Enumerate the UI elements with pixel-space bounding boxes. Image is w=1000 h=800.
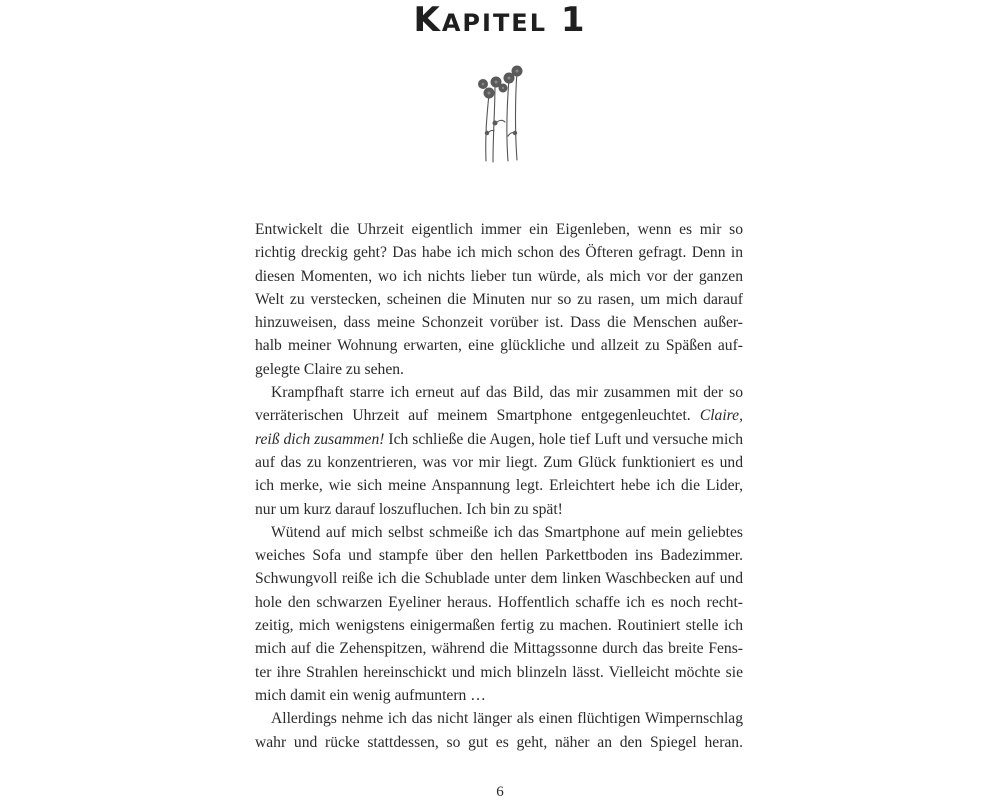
- text-segment: Ich schließe die Augen, hole tief Luft und versuche mich: [388, 430, 743, 448]
- flower-bouquet-icon: [465, 64, 535, 164]
- text-line: Schwungvoll reiße ich die Schublade unter dem linken Waschbecken auf und: [255, 570, 743, 588]
- body-text: [255, 218, 743, 754]
- text-segment: verräterischen Uhrzeit auf meinem Smartphone entgegenleuchtet.: [255, 407, 691, 425]
- text-line: hinzuweisen, dass meine Schonzeit vorüber ist. Dass die Menschen außer-: [255, 314, 743, 332]
- text-line: ich merke, wie sich meine Anspannung legt. Erleichtert hebe ich die Lider,: [255, 477, 743, 495]
- text-line: ter ihre Strahlen hereinschickt und mich blinzeln lässt. Vielleicht möchte sie: [255, 663, 743, 681]
- paragraph-4: [255, 707, 743, 754]
- text-line: zeitig, mich wenigstens einigermaßen fertig zu machen. Routiniert stelle ich: [255, 617, 743, 635]
- text-line: auf das zu konzentrieren, was vor mir liegt. Zum Glück funktioniert es und: [255, 453, 743, 471]
- text-line: [255, 428, 743, 451]
- text-line: halb meiner Wohnung erwarten, eine glückliche und allzeit zu Späßen auf-: [255, 337, 743, 355]
- text-line: Welt zu verstecken, scheinen die Minuten nur so zu rasen, um mich darauf: [255, 290, 743, 308]
- italic-text: [255, 431, 384, 448]
- paragraph-1: [255, 218, 743, 381]
- text-line: Entwickelt die Uhrzeit eigentlich immer ein Eigenleben, wenn es mir so: [255, 221, 743, 238]
- italic-text: Claire,: [699, 407, 743, 425]
- text-line: gelegte Claire zu sehen.: [255, 360, 404, 378]
- text-segment: reiß dich: [255, 430, 311, 448]
- text-line: Wütend auf mich selbst schmeiße ich das Smartphone auf mein geliebtes: [271, 523, 743, 541]
- chapter-title: Kapitel 1: [413, 0, 587, 40]
- text-line: diesen Momenten, wo ich nichts lieber tun würde, als mich vor der ganzen: [255, 267, 743, 285]
- text-line: mich damit ein wenig aufmuntern …: [255, 686, 486, 704]
- paragraph-3: [255, 521, 743, 707]
- paragraph-2: [255, 381, 743, 521]
- text-line: weiches Sofa und stampfe über den hellen Parkettboden ins Badezimmer.: [255, 547, 743, 565]
- text-line: richtig dreckig geht? Das habe ich mich schon des Öfteren gefragt. Denn in: [255, 244, 743, 262]
- page-number: 6: [496, 784, 504, 800]
- text-line: wahr und rücke stattdessen, so gut es geht, näher an den Spiegel heran.: [255, 733, 743, 751]
- text-segment: zusammen!: [314, 430, 385, 448]
- text-line: Krampfhaft starre ich erneut auf das Bild, das mir zusammen mit der so: [271, 384, 743, 402]
- text-line: [255, 404, 743, 427]
- text-line: mich auf die Zehenspitzen, während die Mittagssonne durch das breite Fens-: [255, 640, 743, 658]
- text-line: hole den schwarzen Eyeliner heraus. Hoffentlich schaffe ich es noch recht-: [255, 593, 743, 611]
- text-line: nur um kurz darauf loszufluchen. Ich bin zu spät!: [255, 500, 563, 518]
- text-line: Allerdings nehme ich das nicht länger als einen flüchtigen Wimpernschlag: [271, 710, 743, 728]
